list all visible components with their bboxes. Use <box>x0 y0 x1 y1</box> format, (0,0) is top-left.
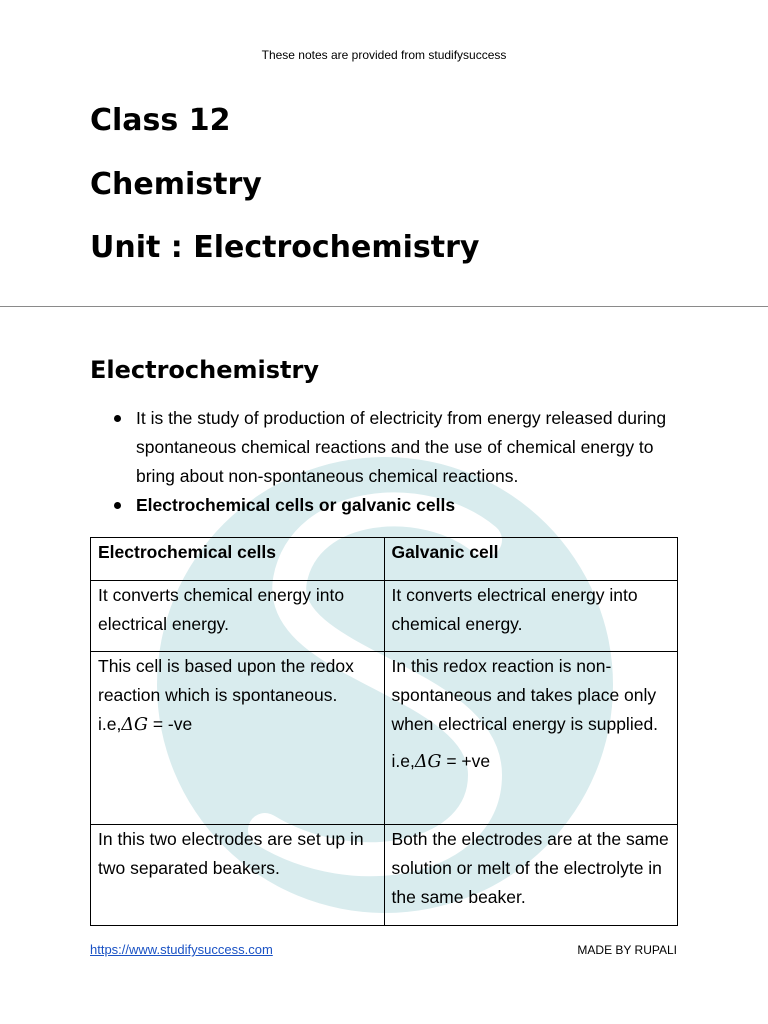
delta-g-symbol: ΔG <box>414 752 442 772</box>
bullet-text: It is the study of production of electricity from energy released during spontaneous chemical reactions and the use of chemical energy to bring about non-spontaneous chemical reactions. <box>136 408 667 486</box>
cell-equation <box>392 747 672 777</box>
cell-text <box>98 652 378 740</box>
list-item <box>90 404 680 491</box>
table-row <box>91 581 678 652</box>
equation-value: = +ve <box>441 751 491 771</box>
subject-title: Chemistry <box>90 167 262 202</box>
column-header: Galvanic cell <box>384 538 678 581</box>
section-heading: Electrochemistry <box>90 356 319 384</box>
unit-title: Unit : Electrochemistry <box>90 230 480 265</box>
bullet-icon <box>114 502 121 509</box>
table-row <box>91 825 678 926</box>
delta-g-symbol: ΔG <box>121 715 148 735</box>
table-cell <box>91 652 385 825</box>
column-header: Electrochemical cells <box>91 538 385 581</box>
cell-text: It converts electrical energy into chemical energy. <box>391 585 638 634</box>
author-credit: MADE BY RUPALI <box>577 943 677 957</box>
equation-prefix: i.e, <box>391 751 415 771</box>
cell-text: In this two electrodes are set up in two separated beakers. <box>98 829 364 878</box>
comparison-table <box>90 537 678 926</box>
table-cell <box>384 581 678 652</box>
class-title: Class 12 <box>90 103 231 138</box>
bullet-list <box>90 404 680 520</box>
cell-text: In this redox reaction is non-spontaneous and takes place only when electrical energy is supplied. <box>391 656 659 734</box>
table-cell <box>384 652 678 825</box>
website-link[interactable]: https://www.studifysuccess.com <box>90 942 273 957</box>
divider <box>0 306 768 307</box>
table-header-row <box>91 538 678 581</box>
equation-prefix: i.e, <box>98 714 122 734</box>
cell-text-main: This cell is based upon the redox reaction which is spontaneous. <box>98 656 354 705</box>
bullet-icon <box>114 415 121 422</box>
table-cell <box>91 825 385 926</box>
table-row <box>91 652 678 825</box>
table-cell <box>91 581 385 652</box>
header-note: These notes are provided from studifysuccess <box>261 48 507 62</box>
equation-value: = -ve <box>147 714 193 734</box>
table-cell <box>384 825 678 926</box>
cell-text: Both the electrodes are at the same solution or melt of the electrolyte in the same beaker. <box>391 829 669 907</box>
list-item <box>90 491 680 520</box>
bullet-text: Electrochemical cells or galvanic cells <box>136 495 456 515</box>
cell-text: It converts chemical energy into electrical energy. <box>98 585 345 634</box>
